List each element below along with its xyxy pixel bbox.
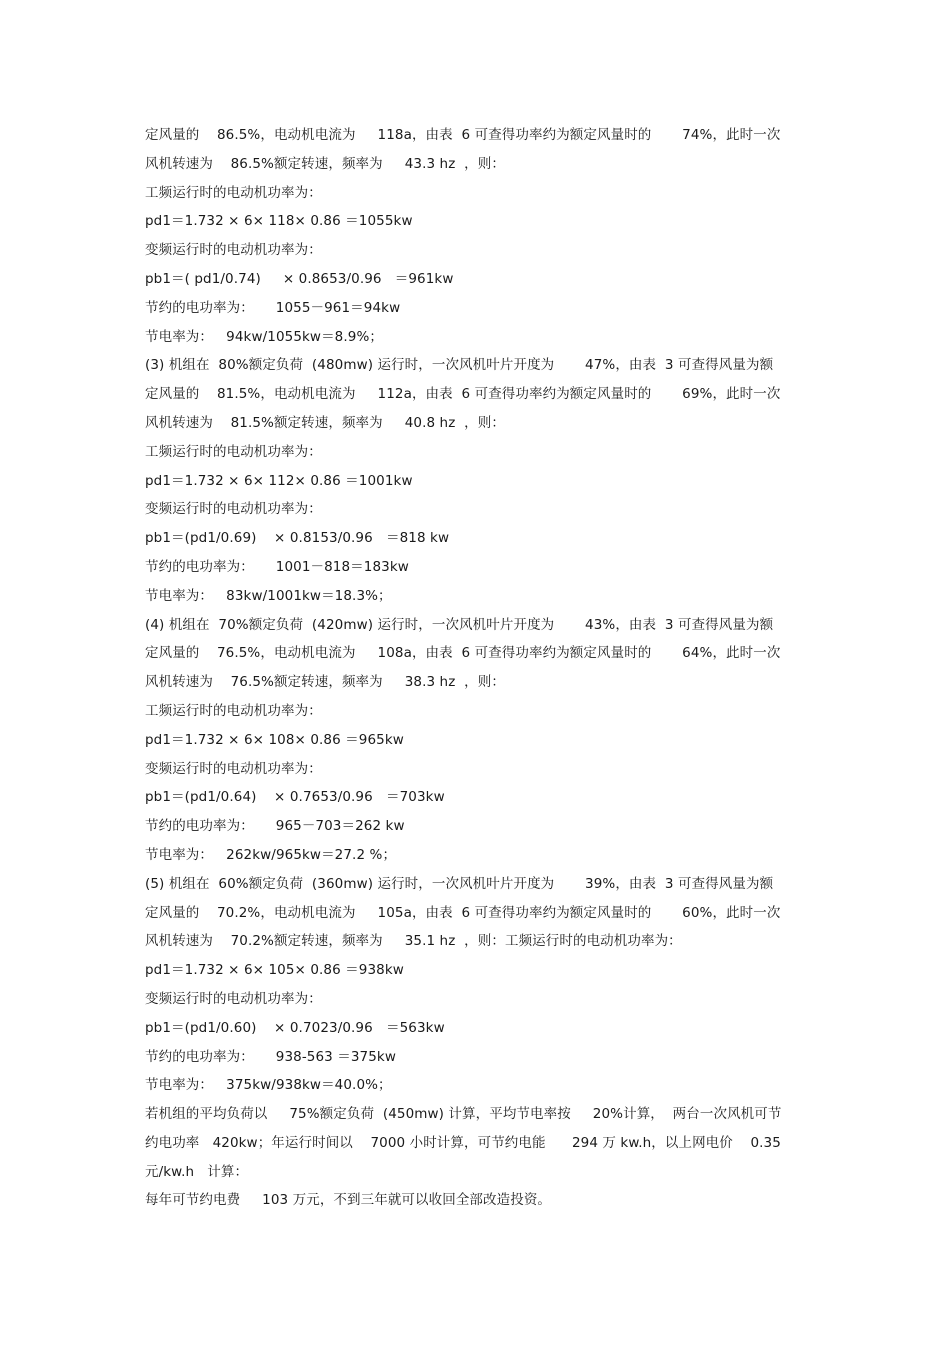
text-line: 节电率为： 262kw/965kw＝27.2 %； (145, 846, 397, 863)
formula-line: pb1＝( pd1/0.74) × 0.8653/0.96 ＝961kw (145, 270, 454, 287)
text-line: 定风量的 86.5%，电动机电流为 118a，由表 6 可查得功率约为额定风量时的 74%，此时一次 (145, 127, 781, 143)
text-line: 节电率为： 375kw/938kw＝40.0%； (145, 1077, 392, 1094)
formula-line: pd1＝1.732 × 6× 108× 0.86 ＝965kw (145, 731, 404, 748)
formula-line: pd1＝1.732 × 6× 118× 0.86 ＝1055kw (145, 213, 413, 230)
text-line: 变频运行时的电动机功率为： (145, 760, 322, 777)
document-body (145, 121, 815, 1215)
text-line: 定风量的 70.2%，电动机电流为 105a，由表 6 可查得功率约为额定风量时的 60%，此时一次 (145, 904, 781, 921)
text-line: 若机组的平均负荷以 75%额定负荷 (450mw) 计算，平均节电率按 20%计算， 两台一次风机可节 (145, 1106, 782, 1123)
text-line: 定风量的 76.5%，电动机电流为 108a，由表 6 可查得功率约为额定风量时的 64%，此时一次 (145, 645, 781, 662)
text-line: 节电率为： 94kw/1055kw＝8.9%； (145, 328, 383, 345)
text-line: 风机转速为 86.5%额定转速，频率为 43.3 hz ，则： (145, 155, 505, 172)
text-line: 工频运行时的电动机功率为： (145, 184, 322, 201)
text-line: 风机转速为 81.5%额定转速，频率为 40.8 hz ，则： (145, 414, 505, 431)
text-line: 节约的电功率为： 1001－818＝183kw (145, 558, 409, 575)
text-line: 风机转速为 70.2%额定转速，频率为 35.1 hz ，则：工频运行时的电动机功率为： (145, 933, 682, 950)
text-line: 工频运行时的电动机功率为： (145, 702, 322, 719)
text-line: 节约的电功率为： 938-563 ＝375kw (145, 1048, 396, 1065)
text-line: 变频运行时的电动机功率为： (145, 990, 322, 1007)
text-line: 每年可节约电费 103 万元，不到三年就可以收回全部改造投资。 (145, 1192, 552, 1209)
text-line: 定风量的 81.5%，电动机电流为 112a，由表 6 可查得功率约为额定风量时的 69%，此时一次 (145, 386, 781, 403)
text-line: 节约的电功率为： 1055－961＝94kw (145, 299, 401, 316)
formula-line: pd1＝1.732 × 6× 105× 0.86 ＝938kw (145, 962, 404, 979)
text-line: 节电率为： 83kw/1001kw＝18.3%； (145, 587, 392, 604)
formula-line: pb1＝(pd1/0.60) × 0.7023/0.96 ＝563kw (145, 1019, 445, 1036)
text-line: 工频运行时的电动机功率为： (145, 443, 322, 460)
formula-line: pb1＝(pd1/0.64) × 0.7653/0.96 ＝703kw (145, 789, 445, 806)
text-line: 变频运行时的电动机功率为： (145, 501, 322, 518)
formula-line: pb1＝(pd1/0.69) × 0.8153/0.96 ＝818 kw (145, 530, 450, 547)
text-line: (3) 机组在 80%额定负荷 (480mw) 运行时，一次风机叶片开度为 47%，由表 3 可查得风量为额 (145, 357, 774, 374)
text-line: 元/kw.h 计算： (145, 1163, 249, 1180)
text-line: (4) 机组在 70%额定负荷 (420mw) 运行时，一次风机叶片开度为 43%，由表 3 可查得风量为额 (145, 616, 774, 633)
formula-line: pd1＝1.732 × 6× 112× 0.86 ＝1001kw (145, 472, 413, 489)
text-line: 节约的电功率为： 965－703＝262 kw (145, 818, 405, 835)
text-line: (5) 机组在 60%额定负荷 (360mw) 运行时，一次风机叶片开度为 39%，由表 3 可查得风量为额 (145, 875, 774, 892)
text-line: 变频运行时的电动机功率为： (145, 242, 322, 259)
text-line: 风机转速为 76.5%额定转速，频率为 38.3 hz ，则： (145, 674, 505, 691)
text-line: 约电功率 420kw；年运行时间以 7000 小时计算，可节约电能 294 万 kw.h，以上网电价 0.35 (145, 1134, 781, 1151)
